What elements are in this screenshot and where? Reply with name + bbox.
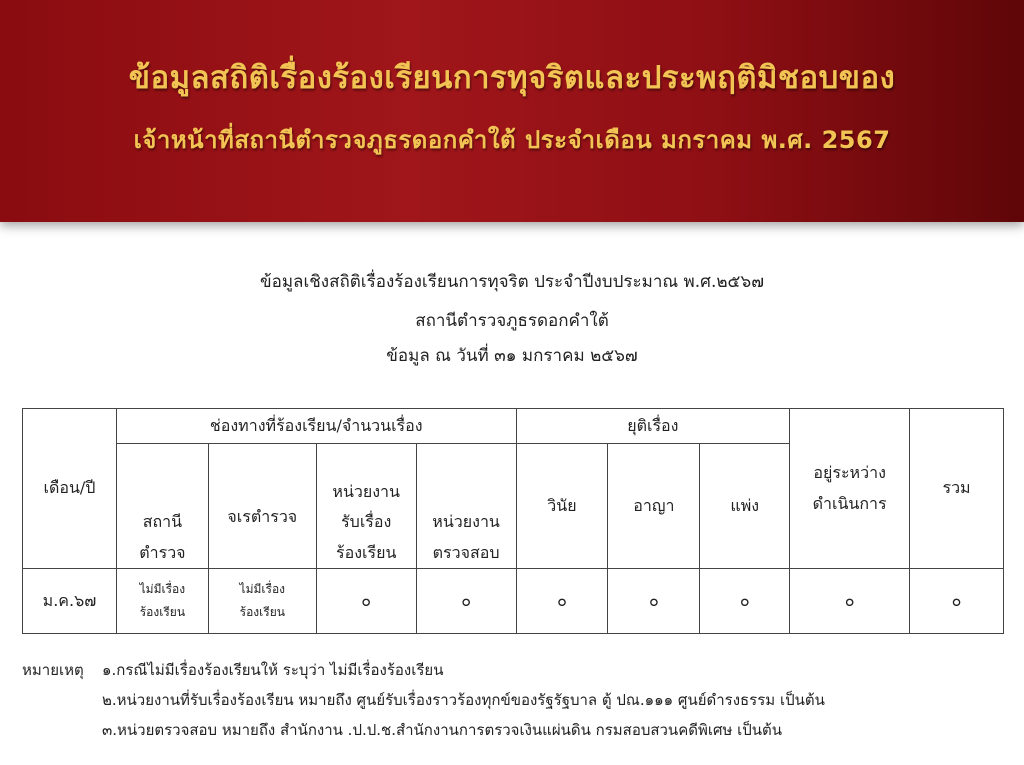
notes-section bbox=[22, 655, 1012, 745]
header-total: รวม bbox=[910, 409, 1004, 569]
header-pending-line: ดำเนินการ bbox=[812, 493, 887, 513]
header-line: รับเรื่อง bbox=[341, 512, 392, 532]
header-audit-agency bbox=[416, 444, 516, 569]
header-line: หน่วยงาน bbox=[432, 512, 500, 532]
cell-receiving-agency: ๐ bbox=[316, 569, 416, 634]
banner-subtitle: เจ้าหน้าที่สถานีตำรวจภูธรดอกคำใต้ ประจำเดือน มกราคม พ.ศ. 2567 bbox=[133, 126, 891, 154]
note-item bbox=[22, 655, 1012, 685]
header-line: ร้องเรียน bbox=[335, 542, 397, 562]
cell-line: ร้องเรียน bbox=[139, 605, 186, 619]
table-row bbox=[23, 569, 1004, 634]
report-heading-line-3: ข้อมูล ณ วันที่ ๓๑ มกราคม ๒๕๖๗ bbox=[386, 346, 638, 366]
header-line: สถานี bbox=[142, 512, 183, 532]
header-line: ตรวจสอบ bbox=[432, 542, 500, 562]
header-discipline: วินัย bbox=[516, 444, 608, 569]
cell-civil: ๐ bbox=[700, 569, 790, 634]
title-banner bbox=[0, 0, 1024, 222]
header-line: ตำรวจ bbox=[139, 542, 186, 562]
banner-title: ข้อมูลสถิติเรื่องร้องเรียนการทุจริตและประพฤติมิชอบของ bbox=[128, 60, 896, 96]
header-channel-group: ช่องทางที่ร้องเรียน/จำนวนเรื่อง bbox=[116, 409, 516, 444]
header-receiving-agency bbox=[316, 444, 416, 569]
cell-total: ๐ bbox=[910, 569, 1004, 634]
header-pending bbox=[790, 409, 910, 569]
cell-line: ไม่มีเรื่อง bbox=[239, 582, 286, 597]
header-police-station bbox=[116, 444, 208, 569]
cell-line: ไม่มีเรื่อง bbox=[139, 582, 186, 597]
cell-criminal: ๐ bbox=[608, 569, 700, 634]
cell-line: ร้องเรียน bbox=[239, 605, 285, 619]
header-line: หน่วยงาน bbox=[332, 481, 400, 501]
cell-discipline: ๐ bbox=[516, 569, 608, 634]
header-resolved-group: ยุติเรื่อง bbox=[516, 409, 790, 444]
cell-month: ม.ค.๖๗ bbox=[23, 569, 117, 634]
notes-label: หมายเหตุ bbox=[22, 661, 84, 679]
note-text: ๓.หน่วยตรวจสอบ หมายถึง สำนักงาน .ป.ป.ช.สำนักงานการตรวจเงินแผ่นดิน กรมสอบสวนคดีพิเศษ เป็นต้น bbox=[102, 721, 783, 739]
header-criminal: อาญา bbox=[608, 444, 700, 569]
complaint-statistics-table bbox=[22, 408, 1004, 634]
header-pending-line: อยู่ระหว่าง bbox=[813, 463, 886, 483]
note-item bbox=[22, 715, 1012, 745]
note-item bbox=[22, 685, 1012, 715]
report-heading-line-2: สถานีตำรวจภูธรดอกคำใต้ bbox=[415, 311, 609, 331]
note-text: ๒.หน่วยงานที่รับเรื่องร้องเรียน หมายถึง ศูนย์รับเรื่องราวร้องทุกข์ของรัฐรัฐบาล ตู้ ปณ.๑๑๑ ศูนย์ดำรงธรรม เป็นต้น bbox=[102, 691, 825, 709]
header-line: จเรตำรวจ bbox=[227, 506, 298, 526]
note-text: ๑.กรณีไม่มีเรื่องร้องเรียนให้ ระบุว่า ไม่มีเรื่องร้องเรียน bbox=[102, 661, 444, 679]
header-month-year: เดือน/ปี bbox=[23, 409, 117, 569]
cell-pending: ๐ bbox=[790, 569, 910, 634]
report-heading-line-1: ข้อมูลเชิงสถิติเรื่องร้องเรียนการทุจริต ประจำปีงบประมาณ พ.ศ.๒๕๖๗ bbox=[259, 272, 764, 292]
header-police-inspector bbox=[208, 444, 316, 569]
cell-audit-agency: ๐ bbox=[416, 569, 516, 634]
header-civil: แพ่ง bbox=[700, 444, 790, 569]
cell-police-inspector bbox=[208, 569, 316, 634]
cell-police-station bbox=[116, 569, 208, 634]
